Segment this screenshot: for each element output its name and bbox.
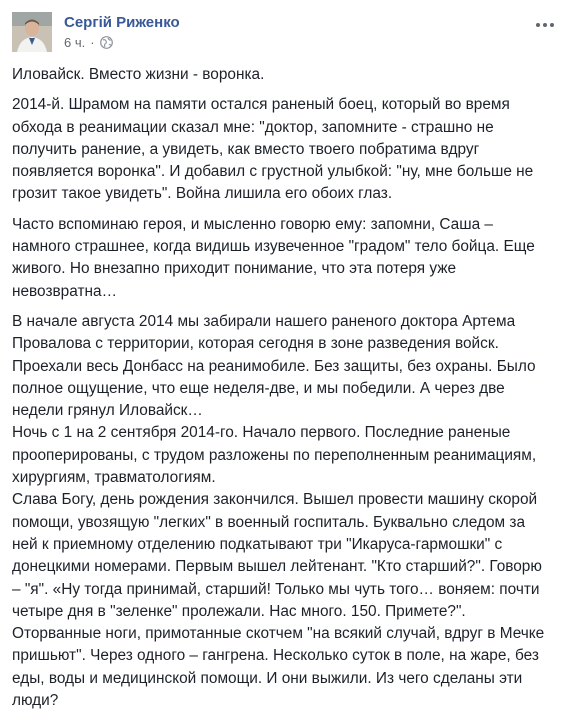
post-paragraph: Иловайск. Вместо жизни - воронка. (12, 66, 265, 83)
post-paragraph: Часто вспоминаю героя, и мысленно говорю ему: запомни, Саша – намного страшнее, когда видишь изувеченное "градом" тело бойца. Еще живого. Но внезапно приходит понимание, что эта потеря уже невозвратна… (12, 215, 535, 300)
globe-icon[interactable] (100, 36, 113, 49)
post-body (12, 64, 560, 720)
post-timestamp[interactable]: 6 ч. (64, 35, 86, 50)
meta-separator: · (90, 35, 95, 50)
more-dots-icon[interactable] (534, 18, 556, 32)
post-meta (64, 35, 113, 50)
author-name-link[interactable]: Сергій Риженко (64, 14, 180, 31)
post-paragraph: В начале августа 2014 мы забирали нашего раненого доктора Артема Провалова с территории, которая сегодня в зоне разведения войск. Проехали весь Донбасс на реанимобиле. Без защиты, без охраны. Было полное ощущение, что еще неделя-две, и мы победили. А через две недели грянул Иловайск… Ночь с 1 на 2 сентября 2014-го. Начало первого. Последние раненые прооперированы, с трудом разложены по переполненным реанимациям, хирургиям, травматологиям. Слава Богу, день рождения закончился. Вышел провести машину скорой помощи, увозящую "легких" в военный госпиталь. Буквально следом за ней к приемному отделению подкатывают три "Икаруса-гармошки" с донецкими номерами. Первым вышел лейтенант. "Кто старший?". Говорю – "я". «Ну тогда принимай, старший! Только мы чуть того… воняем: почти четыре дня в "зеленке" пролежали. Нас много. 150. Примете?". Оторванные ноги, примотанные скотчем "на всякий случай, вдруг в Мечке пришьют". Через одного – гангрена. Несколько суток в поле, на жаре, без еды, воды и медицинской помощи. И они выжили. Из чего сделаны эти люди? (12, 312, 545, 710)
post-paragraph: 2014-й. Шрамом на памяти остался раненый боец, который во время обхода в реанимации сказал мне: "доктор, запомните - страшно не получить ранение, а увидеть, как вместо твоего побратима вдруг появляется воронка". И добавил с грустной улыбкой: "ну, мне больше не грозит такое увидеть". Война лишила его обоих глаз. (12, 96, 534, 203)
post-header (12, 12, 556, 52)
avatar[interactable] (12, 12, 52, 52)
